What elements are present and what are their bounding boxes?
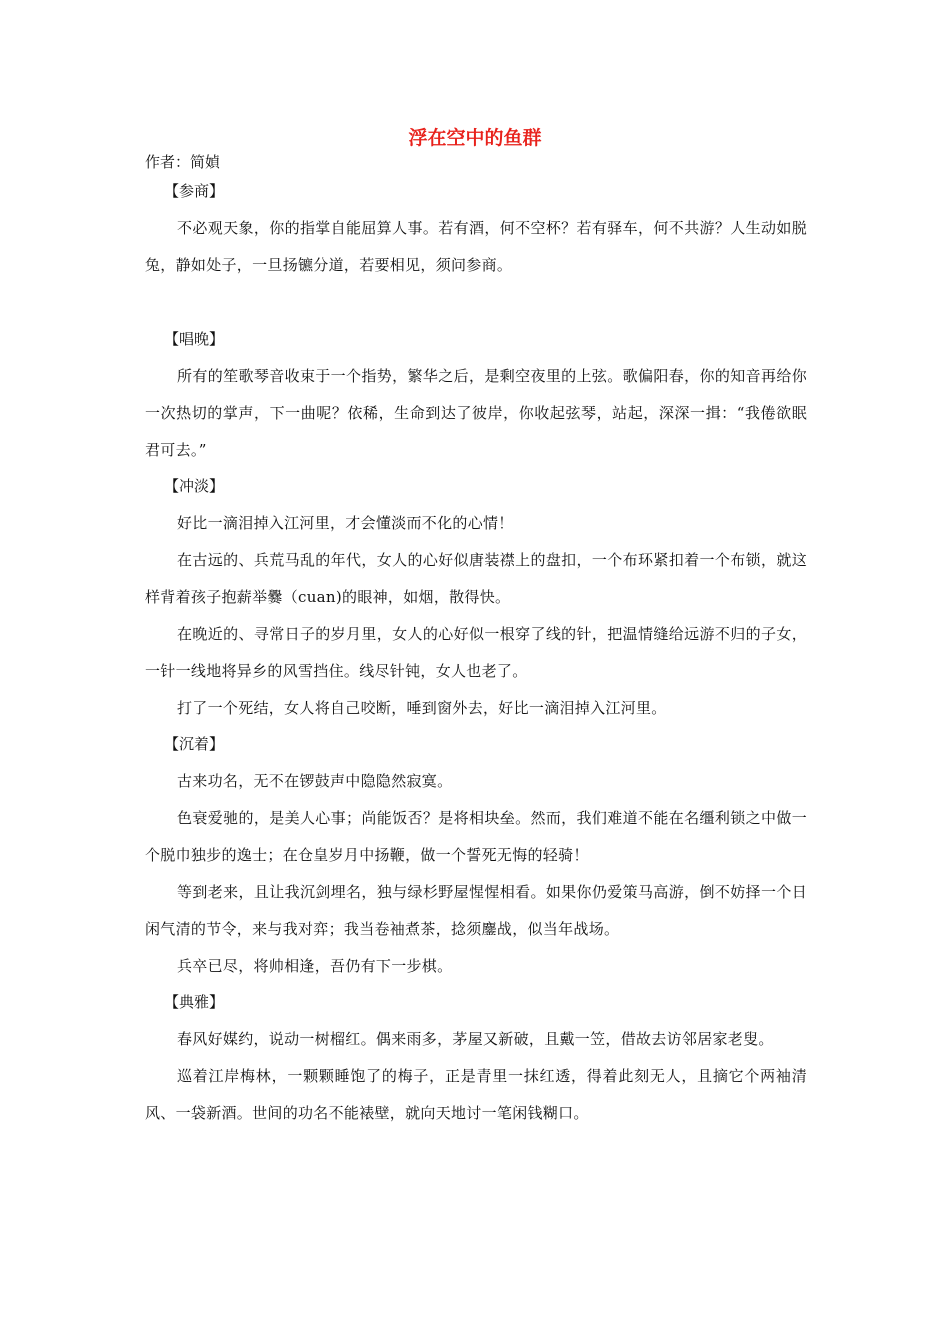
section-heading-chenzhuo: 【沉着】	[164, 735, 225, 753]
paragraph: 古来功名，无不在锣鼓声中隐隐然寂寞。	[177, 772, 453, 790]
section-heading-dianya: 【典雅】	[164, 993, 225, 1011]
paragraph: 在古远的、兵荒马乱的年代，女人的心好似唐装襟上的盘扣，一个布环紧扣着一个布锁，就这样背着孩子抱薪举爨（cuan)的眼神，如烟，散得快。	[145, 551, 807, 606]
paragraph: 等到老来，且让我沉剑埋名，独与绿杉野屋惺惺相看。如果你仍爱策马高游，倒不妨择一个日闲气清的节令，来与我对弈；我当卷袖煮茶，捻须鏖战，似当年战场。	[145, 883, 807, 938]
author-line: 作者：简媜	[145, 153, 221, 171]
section-heading-shenshang: 【参商】	[164, 182, 225, 200]
paragraph: 所有的笙歌琴音收束于一个指势，繁华之后，是剩空夜里的上弦。歌偏阳春，你的知音再给你一次热切的掌声，下一曲呢？依稀，生命到达了彼岸，你收起弦琴，站起，深深一揖：“我倦欲眠君可去。”	[145, 367, 807, 459]
section-heading-changwan: 【唱晚】	[164, 330, 225, 348]
document-body	[145, 180, 807, 1132]
paragraph: 巡着江岸梅林，一颗颗睡饱了的梅子，正是青里一抹红透，得着此刻无人，且摘它个两袖清风、一袋新酒。世间的功名不能裱壁，就向天地讨一笔闲钱糊口。	[145, 1067, 807, 1122]
document-title: 浮在空中的鱼群	[408, 127, 542, 149]
paragraph: 不必观天象，你的指掌自能屈算人事。若有酒，何不空杯？若有驿车，何不共游？人生动如脱兔，静如处子，一旦扬镳分道，若要相见，须问参商。	[145, 219, 807, 274]
paragraph: 春风好媒约，说动一树榴红。偶来雨多，茅屋又新破，且戴一笠，借故去访邻居家老叟。	[177, 1030, 774, 1048]
paragraph: 在晚近的、寻常日子的岁月里，女人的心好似一根穿了线的针，把温情缝给远游不归的子女，一针一线地将异乡的风雪挡住。线尽针钝，女人也老了。	[145, 625, 807, 680]
paragraph: 好比一滴泪掉入江河里，才会懂淡而不化的心情！	[177, 514, 514, 532]
section-heading-chongdan: 【冲淡】	[164, 477, 225, 495]
paragraph: 色衰爱驰的，是美人心事；尚能饭否？是将相块垒。然而，我们难道不能在名缰利锁之中做一个脱巾独步的逸士；在仓皇岁月中扬鞭，做一个誓死无悔的轻骑！	[145, 809, 807, 864]
paragraph: 兵卒已尽，将帅相逢，吾仍有下一步棋。	[177, 957, 453, 975]
paragraph: 打了一个死结，女人将自己咬断，唾到窗外去，好比一滴泪掉入江河里。	[177, 699, 667, 717]
